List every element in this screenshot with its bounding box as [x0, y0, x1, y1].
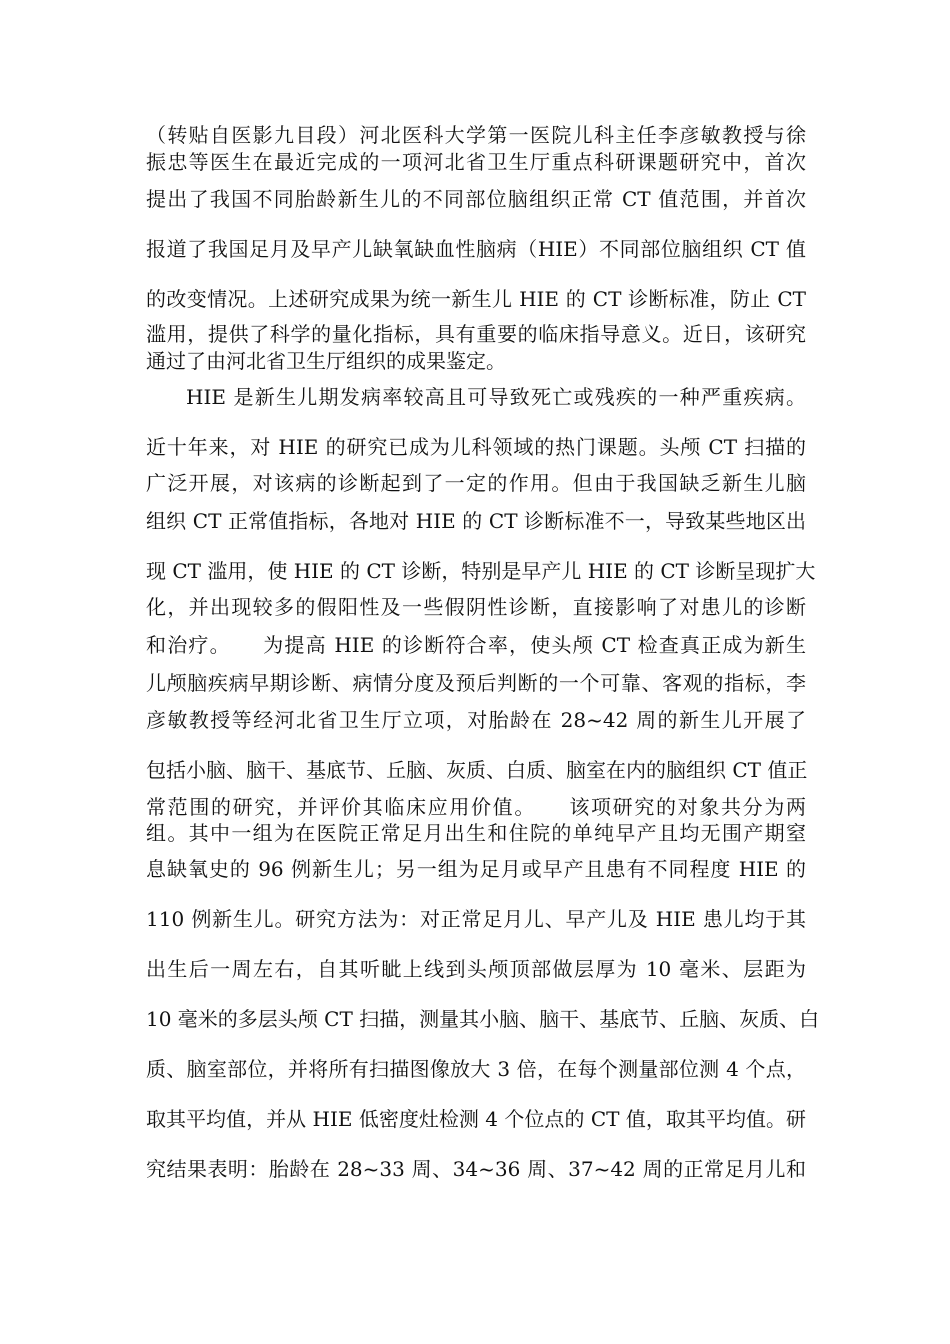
- text-line: 广泛开展，对该病的诊断起到了一定的作用。但由于我国缺乏新生儿脑: [146, 471, 806, 495]
- text-line: 报道了我国足月及早产儿缺氧缺血性脑病（HIE）不同部位脑组织 CT 值: [146, 237, 806, 261]
- text-line: （转贴自医影九目段）河北医科大学第一医院儿科主任李彦敏教授与徐: [146, 123, 806, 147]
- text-line: 振忠等医生在最近完成的一项河北省卫生厅重点科研课题研究中，首次: [146, 150, 806, 174]
- text-line: 通过了由河北省卫生厅组织的成果鉴定。: [146, 349, 506, 373]
- text-line: 彦敏教授等经河北省卫生厅立项，对胎龄在 28~42 周的新生儿开展了: [146, 708, 806, 732]
- text-line: 提出了我国不同胎龄新生儿的不同部位脑组织正常 CT 值范围，并首次: [146, 187, 806, 211]
- text-line: 常范围的研究，并评价其临床应用价值。 该项研究的对象共分为两: [146, 795, 806, 819]
- text-line: 息缺氧史的 96 例新生儿；另一组为足月或早产且患有不同程度 HIE 的: [146, 857, 806, 881]
- text-line: 包括小脑、脑干、基底节、丘脑、灰质、白质、脑室在内的脑组织 CT 值正: [146, 758, 808, 782]
- text-line: 组。其中一组为在医院正常足月出生和住院的单纯早产且均无围产期窒: [146, 821, 806, 845]
- text-line: 取其平均值，并从 HIE 低密度灶检测 4 个位点的 CT 值，取其平均值。研: [146, 1107, 806, 1131]
- text-line: HIE 是新生儿期发病率较高且可导致死亡或残疾的一种严重疾病。: [186, 385, 806, 409]
- text-line: 质、脑室部位，并将所有扫描图像放大 3 倍，在每个测量部位测 4 个点，: [146, 1057, 806, 1081]
- text-line: 的改变情况。上述研究成果为统一新生儿 HIE 的 CT 诊断标准，防止 CT: [146, 287, 806, 311]
- text-line: 出生后一周左右，自其听眦上线到头颅顶部做层厚为 10 毫米、层距为: [146, 957, 806, 981]
- text-line: 儿颅脑疾病早期诊断、病情分度及预后判断的一个可靠、客观的指标，李: [146, 671, 806, 695]
- text-line: 110 例新生儿。研究方法为：对正常足月儿、早产儿及 HIE 患儿均于其: [146, 907, 806, 931]
- text-line: 近十年来，对 HIE 的研究已成为儿科领域的热门课题。头颅 CT 扫描的: [146, 435, 806, 459]
- text-line: 组织 CT 正常值指标，各地对 HIE 的 CT 诊断标准不一，导致某些地区出: [146, 509, 806, 533]
- text-line: 10 毫米的多层头颅 CT 扫描，测量其小脑、脑干、基底节、丘脑、灰质、白: [146, 1007, 820, 1031]
- text-line: 和治疗。 为提高 HIE 的诊断符合率，使头颅 CT 检查真正成为新生: [146, 633, 806, 657]
- text-line: 化，并出现较多的假阳性及一些假阴性诊断，直接影响了对患儿的诊断: [146, 595, 806, 619]
- text-line: 究结果表明：胎龄在 28~33 周、34~36 周、37~42 周的正常足月儿和: [146, 1157, 806, 1181]
- text-line: 滥用，提供了科学的量化指标，具有重要的临床指导意义。近日，该研究: [146, 322, 806, 346]
- text-line: 现 CT 滥用，使 HIE 的 CT 诊断，特别是早产儿 HIE 的 CT 诊断呈现扩大: [146, 559, 816, 583]
